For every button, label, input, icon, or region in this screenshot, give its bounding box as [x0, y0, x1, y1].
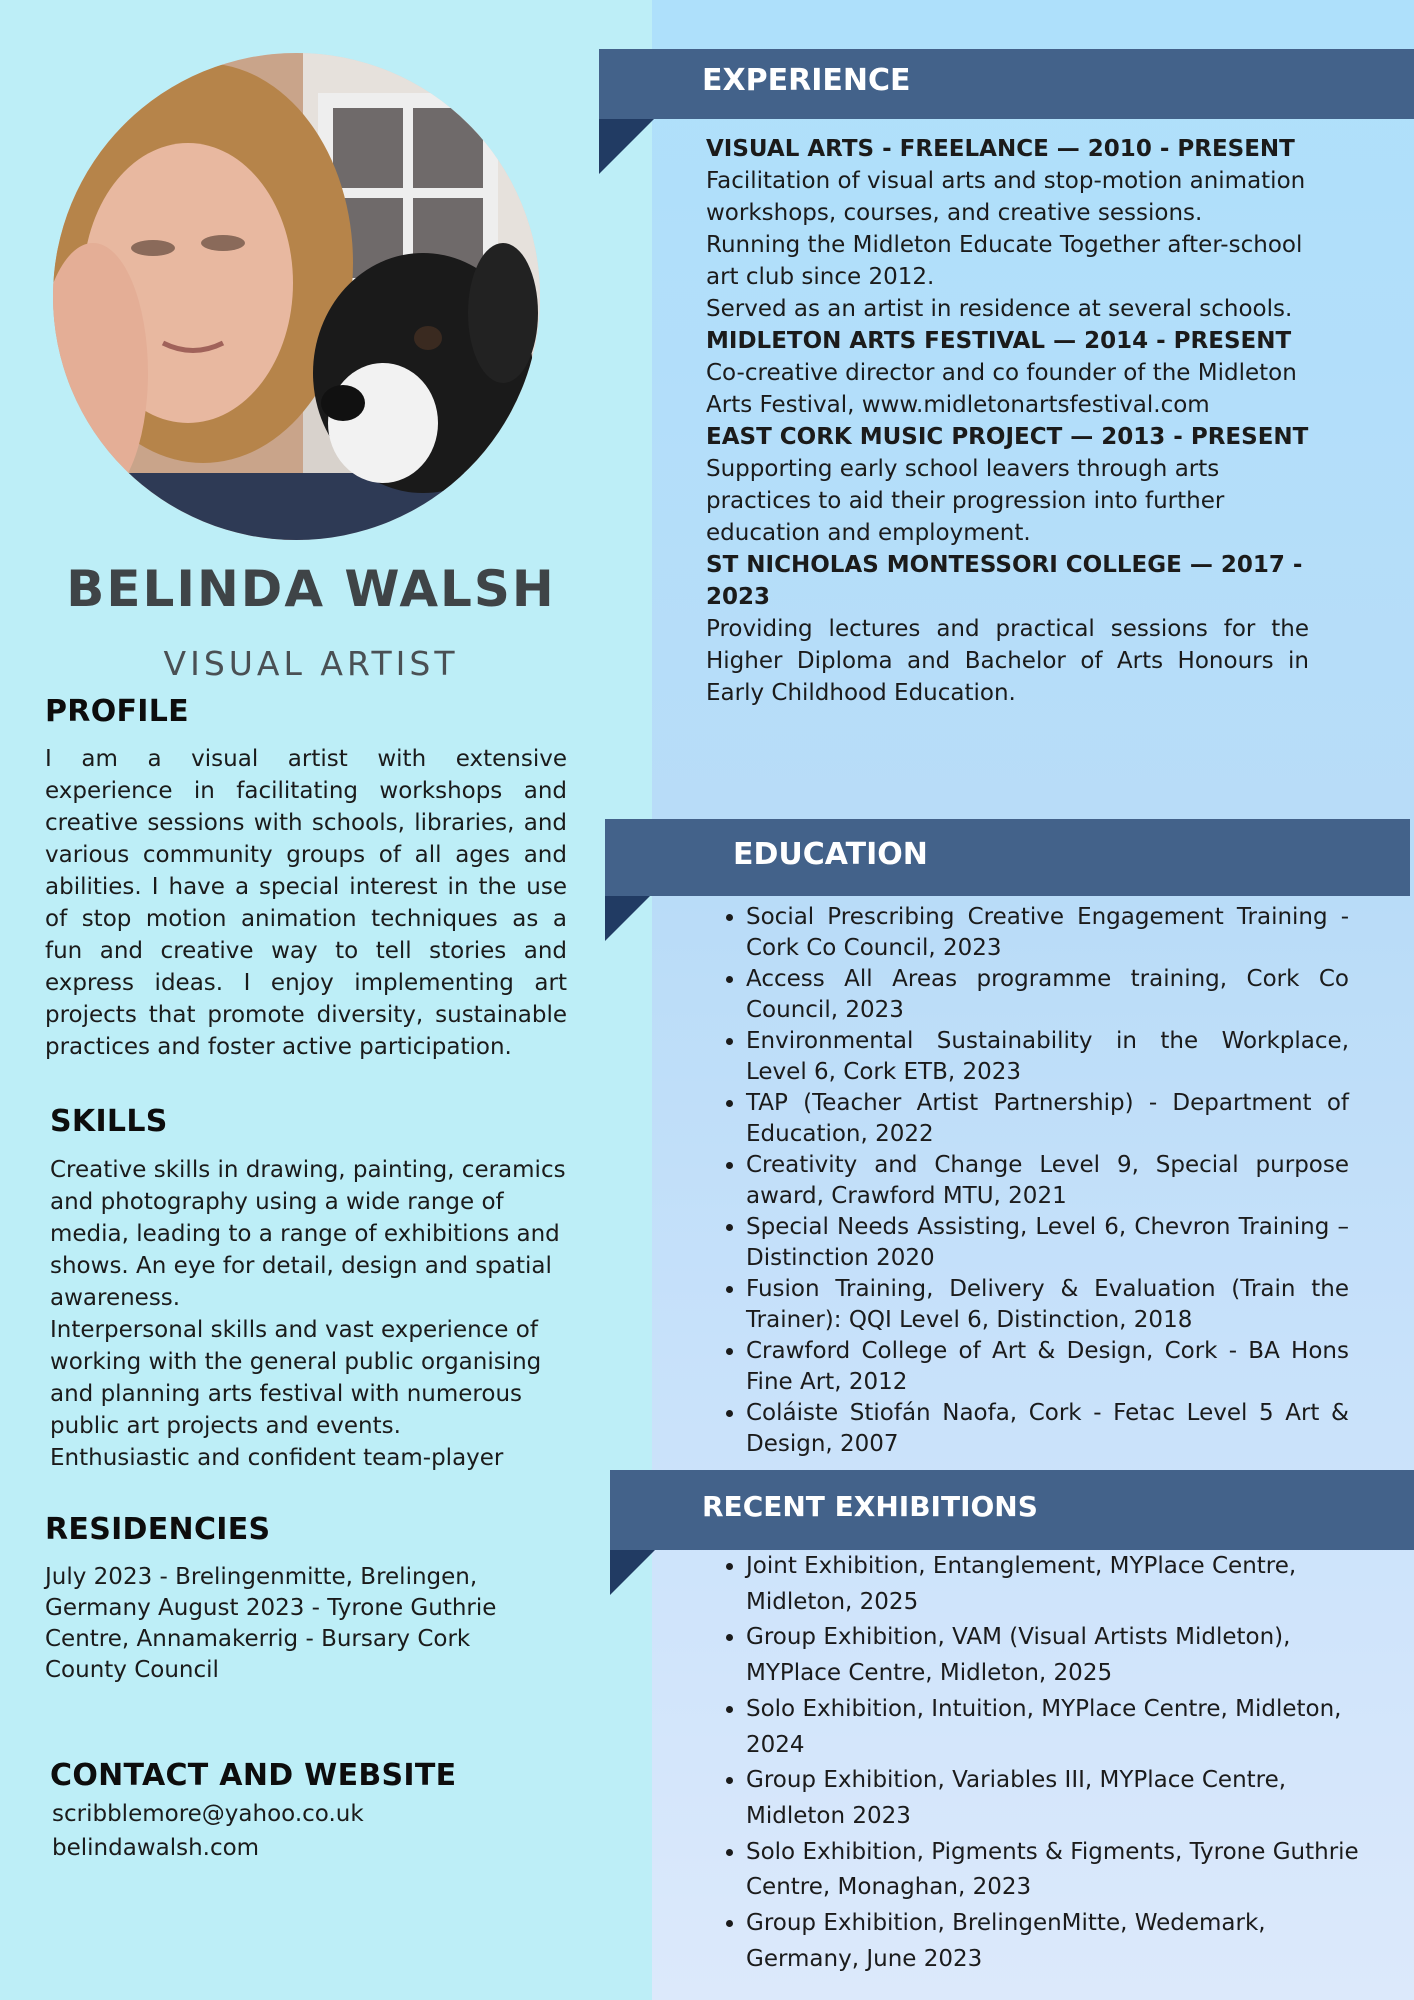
education-item: • Environmental Sustainability in the Workplace, Level 6, Cork ETB, 2023	[746, 1026, 1349, 1088]
person-title: VISUAL ARTIST	[163, 644, 459, 683]
experience-heading: EXPERIENCE	[702, 63, 911, 98]
experience-title: VISUAL ARTS - FREELANCE — 2010 - PRESENT	[706, 136, 1295, 162]
exhibition-item: • Group Exhibition, Variables III, MYPlace Centre, Midleton 2023	[746, 1763, 1376, 1834]
exhibitions-heading: RECENT EXHIBITIONS	[702, 1490, 1038, 1523]
experience-banner-fold	[599, 119, 654, 174]
contact-email[interactable]: scribblemore@yahoo.co.uk	[52, 1801, 364, 1827]
profile-text: I am a visual artist with extensive experience in facilitating workshops and creative sessions with schools, libraries, and various community groups of all ages and abilities. I have a special interest in the use of stop motion animation techniques as a fun and creative way to tell stories and express ideas. I enjoy implementing art projects that promote diversity, sustainable practices and foster active participation.	[45, 746, 567, 1060]
exhibition-item: • Solo Exhibition, Pigments & Figments, Tyrone Guthrie Centre, Monaghan, 2023	[746, 1835, 1376, 1906]
experience-line: Served as an artist in residence at several schools.	[706, 296, 1293, 322]
education-list	[706, 902, 1349, 1460]
education-item: • Crawford College of Art & Design, Cork - BA Hons Fine Art, 2012	[746, 1336, 1349, 1398]
education-item: • TAP (Teacher Artist Partnership) - Department of Education, 2022	[746, 1088, 1349, 1150]
education-item: • Access All Areas programme training, Cork Co Council, 2023	[746, 964, 1349, 1026]
experience-item	[706, 325, 1309, 421]
experience-item	[706, 549, 1309, 709]
residencies-heading: RESIDENCIES	[45, 1512, 271, 1547]
experience-title: MIDLETON ARTS FESTIVAL — 2014 - PRESENT	[706, 328, 1292, 354]
experience-line: Facilitation of visual arts and stop-motion animation workshops, courses, and creative sessions.	[706, 168, 1306, 226]
education-item: • Coláiste Stiofán Naofa, Cork - Fetac Level 5 Art & Design, 2007	[746, 1398, 1349, 1460]
exhibitions-banner	[610, 1470, 1414, 1550]
contact-heading: CONTACT AND WEBSITE	[50, 1758, 457, 1793]
experience-banner	[599, 49, 1414, 119]
education-heading: EDUCATION	[733, 837, 928, 872]
experience-line: Supporting early school leavers through arts practices to aid their progression into further education and employment.	[706, 456, 1225, 546]
education-item: • Creativity and Change Level 9, Special purpose award, Crawford MTU, 2021	[746, 1150, 1349, 1212]
education-item: • Special Needs Assisting, Level 6, Chevron Training – Distinction 2020	[746, 1212, 1349, 1274]
experience-item	[706, 133, 1309, 325]
exhibition-item: • Solo Exhibition, Intuition, MYPlace Centre, Midleton, 2024	[746, 1692, 1376, 1763]
profile-heading: PROFILE	[45, 694, 189, 729]
exhibitions-list	[706, 1549, 1376, 1977]
experience-line: Providing lectures and practical sessions for the Higher Diploma and Bachelor of Arts Honours in Early Childhood Education.	[706, 616, 1309, 706]
profile-photo	[53, 53, 540, 540]
exhibitions-banner-fold	[610, 1550, 655, 1595]
experience-line: Running the Midleton Educate Together after-school art club since 2012.	[706, 232, 1303, 290]
experience-list	[706, 133, 1309, 709]
exhibition-item: • Group Exhibition, BrelingenMitte, Wedemark, Germany, June 2023	[746, 1906, 1376, 1977]
skills-paragraph: Creative skills in drawing, painting, ceramics and photography using a wide range of media, leading to a range of exhibitions and shows. An eye for detail, design and spatial awareness.	[50, 1157, 566, 1311]
exhibition-item: • Joint Exhibition, Entanglement, MYPlace Centre, Midleton, 2025	[746, 1549, 1376, 1620]
education-item: • Social Prescribing Creative Engagement Training - Cork Co Council, 2023	[746, 902, 1349, 964]
contact-website[interactable]: belindawalsh.com	[52, 1835, 260, 1861]
skills-text	[50, 1154, 580, 1474]
residencies-text: July 2023 - Brelingenmitte, Brelingen, Germany August 2023 - Tyrone Guthrie Centre, Annamakerrig - Bursary Cork County Council	[45, 1564, 497, 1683]
education-banner-fold	[605, 896, 650, 941]
experience-line: Co-creative director and co founder of the Midleton Arts Festival, www.midletonartsfestival.com	[706, 360, 1297, 418]
education-item: • Fusion Training, Delivery & Evaluation (Train the Trainer): QQI Level 6, Distinction, 2018	[746, 1274, 1349, 1336]
experience-title: ST NICHOLAS MONTESSORI COLLEGE — 2017 - 2023	[706, 552, 1303, 610]
experience-title: EAST CORK MUSIC PROJECT — 2013 - PRESENT	[706, 424, 1309, 450]
skills-paragraph: Interpersonal skills and vast experience of working with the general public organising and planning arts festival with numerous public art projects and events.	[50, 1317, 542, 1439]
experience-item	[706, 421, 1309, 549]
person-name: BELINDA WALSH	[66, 560, 556, 618]
skills-heading: SKILLS	[50, 1104, 168, 1139]
exhibition-item: • Group Exhibition, VAM (Visual Artists Midleton), MYPlace Centre, Midleton, 2025	[746, 1620, 1376, 1691]
skills-paragraph: Enthusiastic and confident team-player	[50, 1445, 504, 1471]
education-banner	[605, 819, 1410, 896]
